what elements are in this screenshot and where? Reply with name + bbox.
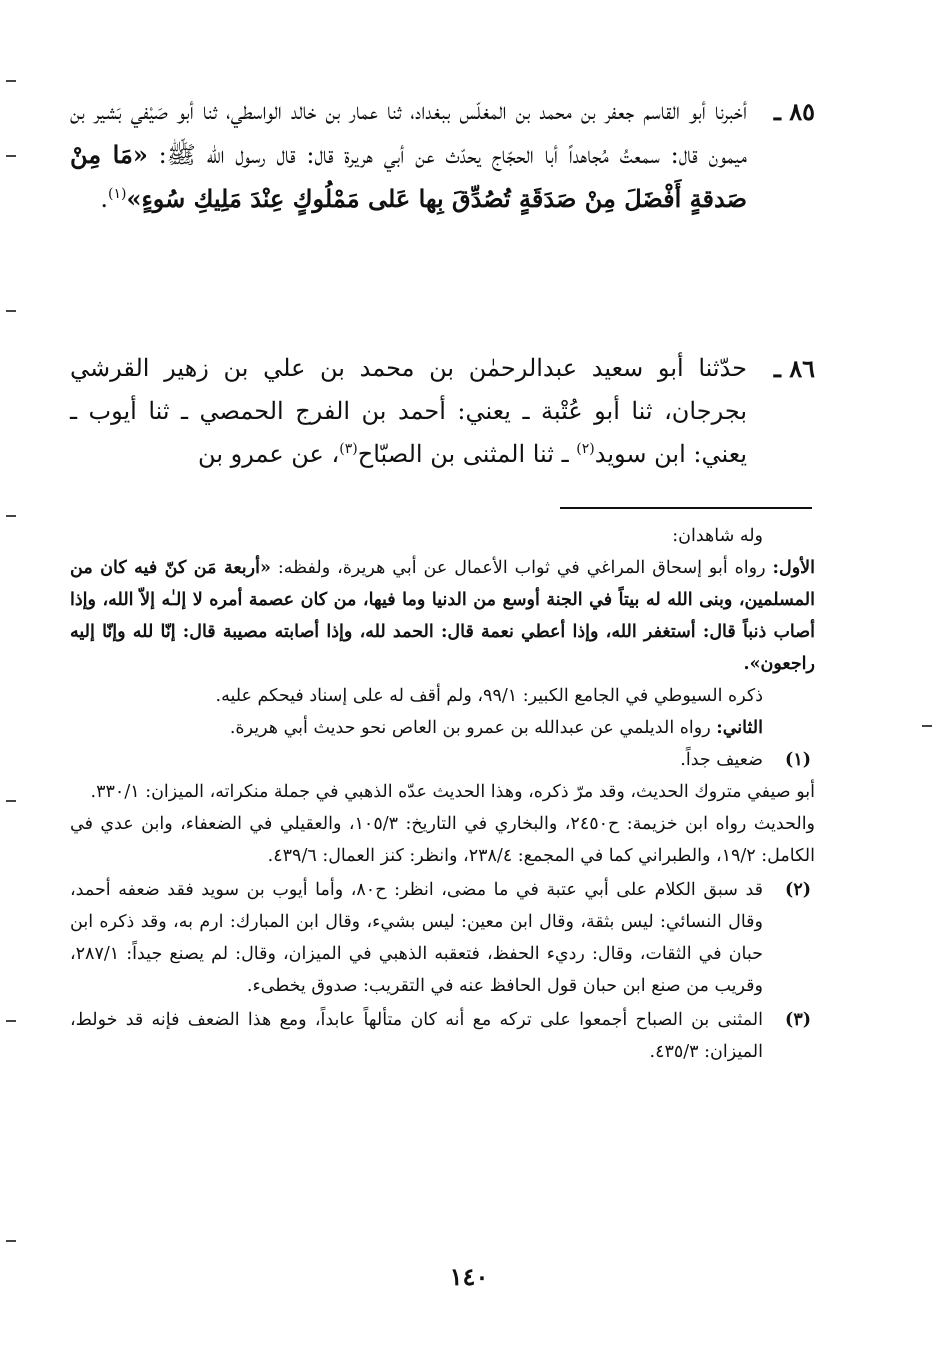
witness-label: الأول: <box>772 558 815 578</box>
margin-mark <box>6 80 16 82</box>
hadith-isnad: أخبرنا أبو القاسم جعفر بن محمد بن المغلّس ببغداد، ثنا عمار بن خالد الواسطي، ثنا أبو صَيْفي بَشير بن ميمون قال: سمعتُ مُجاهداً أبا الحجّاج يحدّث عن أبي هريرة قال: قال رسول الله ﷺ: <box>70 97 747 169</box>
footnote-paragraph: والحديث رواه ابن خزيمة: ح٢٤٥٠، والبخاري في التاريخ: ١٠٥/٣، والعقيلي في الضعفاء، وابن عدي في الكامل: ١٩/٢، والطبراني كما في المجمع: ٢٣٨/٤، وانظر: كنز العمال: ٤٣٩/٦. <box>70 814 816 866</box>
margin-mark <box>6 1020 16 1022</box>
hadith-86 <box>70 347 815 476</box>
footnote-number: (١) <box>785 750 811 770</box>
footnote-paragraph: ضعيف جداً. <box>680 750 763 770</box>
hadith-isnad-part: ، عن عمرو بن <box>198 440 340 468</box>
footnote-1 <box>70 744 815 872</box>
footnote-paragraph: المثنى بن الصباح أجمعوا على تركه مع أنه كان متألهاً عابداً، ومع هذا الضعف فإنه قد خولط، الميزان: ٤٣٥/٣. <box>70 1010 763 1062</box>
witness-text: رواه أبو إسحاق المراغي في ثواب الأعمال عن أبي هريرة، ولفظه: <box>277 558 766 578</box>
footnote-paragraph: أبو صيفي متروك الحديث، وقد مرّ ذكره، وهذا الحديث عدّه الذهبي في جملة منكراته، الميزان: ٣٣٠/١. <box>90 782 815 802</box>
hadith-isnad-part: ـ ثنا المثنى بن الصبّاح <box>357 440 569 468</box>
footnote-ref[interactable]: (٣) <box>339 441 358 457</box>
hadith-85 <box>70 90 815 221</box>
witness-text: رواه الديلمي عن عبدالله بن عمرو بن العاص نحو حديث أبي هريرة. <box>229 718 711 738</box>
preface-intro: وله شاهدان: <box>672 526 763 546</box>
margin-mark <box>6 1240 16 1242</box>
footnote-number: (٢) <box>785 880 811 900</box>
witness-quote: «أربعة مَن كنّ فيه كان من المسلمين، وبنى الله له بيتاً في الجنة أوسع من الدنيا وما فيها، من كان عصمة أمره لا إلـٰه إلاّ الله، وإذا أصاب ذنباً قال: أستغفر الله، وإذا أعطي نعمة قال: الحمد لله، وإذا أصابته مصيبة قال: إنّا لله وإنّا إليه راجعون». <box>70 558 815 674</box>
margin-mark <box>6 155 16 157</box>
page-number: ١٤٠ <box>449 1262 489 1291</box>
footnote-3 <box>70 1004 815 1068</box>
margin-mark <box>6 310 16 312</box>
suyuti-note: ذكره السيوطي في الجامع الكبير: ٩٩/١، ولم أقف له على إسناد فيحكم عليه. <box>215 686 763 706</box>
footnote-number: (٣) <box>785 1010 811 1030</box>
hadith-isnad-part: حدّثنا أبو سعيد عبدالرحمٰن بن محمد بن علي بن زهير القرشي بجرجان، ثنا أبو عُتْبة ـ يعني: أحمد بن الفرج الحمصي ـ ثنا أيوب ـ يعني: ابن سويد <box>70 354 747 468</box>
footnote-separator <box>560 507 812 509</box>
hadith-body <box>70 347 747 476</box>
hadith-number: ٨٦ ـ <box>773 354 815 383</box>
footnote-ref[interactable]: (٢) <box>576 441 595 457</box>
footnotes-section <box>70 520 815 1070</box>
witness-first <box>70 552 815 680</box>
footnote-paragraph: قد سبق الكلام على أبي عتبة في ما مضى، انظر: ح٨٠، وأما أيوب بن سويد فقد ضعفه أحمد، وقال النسائي: ليس بثقة، وقال ابن معين: ليس بشيء، وقال ابن المبارك: ارم به، وقد ذكره ابن حبان في الثقات، وقال: رديء الحفظ، فتعقبه الذهبي في الميزان، وقال: لم يصنع جيداً: ٢٨٧/١، وقريب من صنع ابن حبان قول الحافظ عنه في التقريب: صدوق يخطىء. <box>70 880 763 996</box>
footnote-ref[interactable]: (١) <box>107 186 127 202</box>
hadith-matn: «مَا مِنْ صَدقةٍ أَفْضَلَ مِنْ صَدَقَةٍ تُصُدِّقَ بِها عَلى مَمْلُوكٍ عِنْدَ مَلِيكِ سُوءٍ» <box>70 140 747 213</box>
hadith-body <box>70 90 747 221</box>
witness-label: الثاني: <box>716 718 763 738</box>
footnote-2 <box>70 874 815 1002</box>
margin-mark <box>922 725 932 727</box>
hadith-number: ٨٥ ـ <box>773 97 815 126</box>
margin-mark <box>6 800 16 802</box>
margin-mark <box>6 515 16 517</box>
witness-second <box>70 712 763 744</box>
period: . <box>100 185 108 213</box>
